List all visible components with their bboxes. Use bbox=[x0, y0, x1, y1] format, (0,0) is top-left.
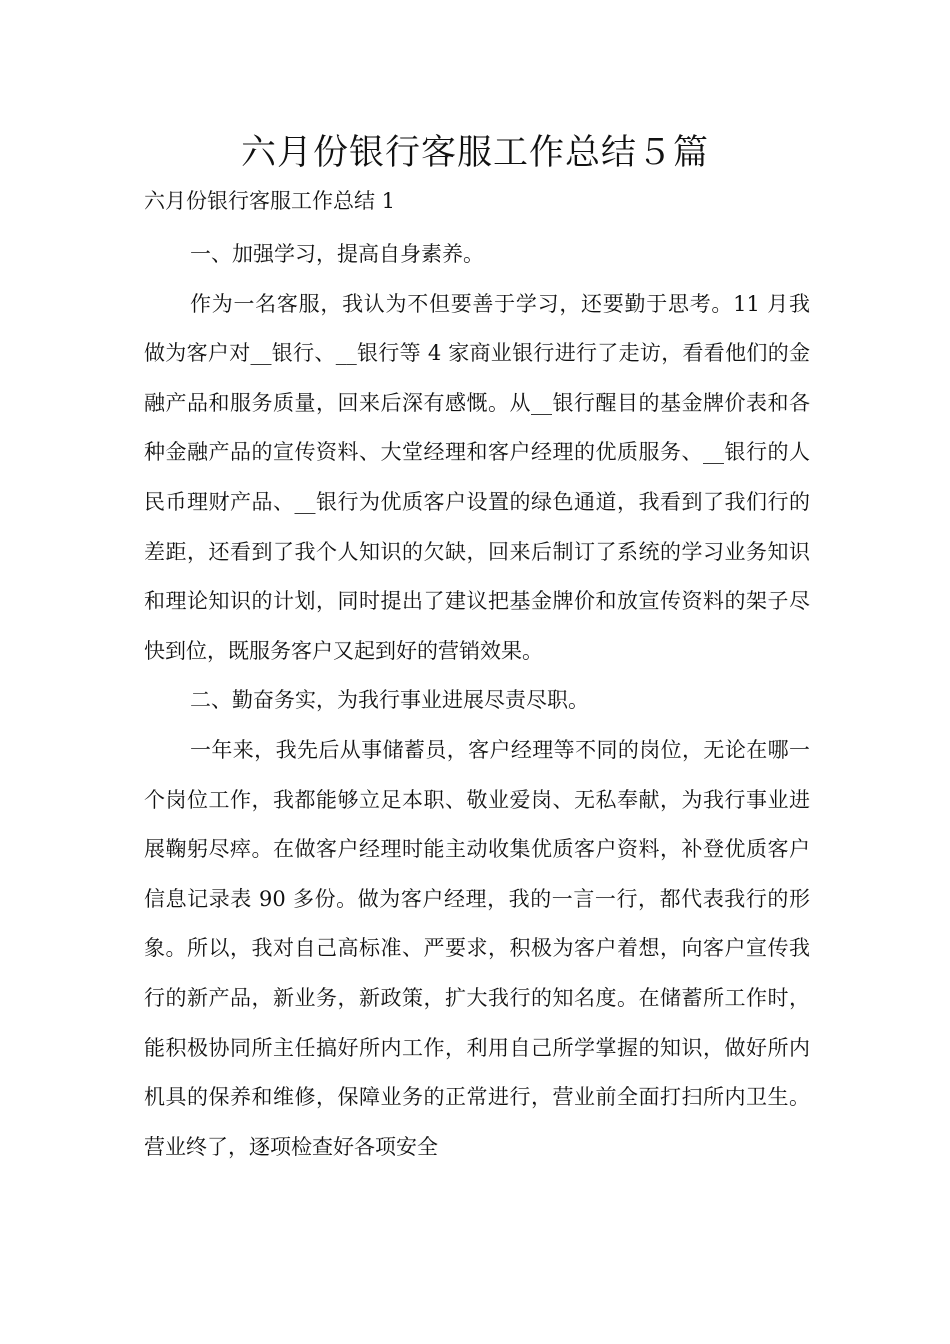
section-heading: 二、勤奋务实，为我行事业进展尽责尽职。 bbox=[190, 688, 589, 713]
document-body bbox=[144, 230, 810, 1172]
section-heading: 一、加强学习，提高自身素养。 bbox=[190, 242, 484, 266]
body-paragraph: 作为一名客服，我认为不但要善于学习，还要勤于思考。11 月我做为客户对__银行、__银行等 4 家商业银行进行了走访，看看他们的金融产品和服务质量，回来后深有感慨。从__银行醒目的基金牌价表和各种金融产品的宣传资料、大堂经理和客户经理的优质服务、__银行的人民币理财产品、__银行为优质客户设置的绿色通道，我看到了我们行的差距，还看到了我个人知识的欠缺，回来后制订了系统的学习业务知识和理论知识的计划，同时提出了建议把基金牌价和放宣传资料的架子尽快到位，既服务客户又起到好的营销效果。 bbox=[144, 291, 810, 663]
section-subtitle: 六月份银行客服工作总结 1 bbox=[144, 189, 396, 213]
document-title: 六月份银行客服工作总结５篇 bbox=[240, 133, 709, 173]
body-paragraph: 一年来，我先后从事储蓄员，客户经理等不同的岗位，无论在哪一个岗位工作，我都能够立足本职、敬业爱岗、无私奉献，为我行事业进展鞠躬尽瘁。在做客户经理时能主动收集优质客户资料，补登优质客户信息记录表 90 多份。做为客户经理，我的一言一行，都代表我行的形象。所以，我对自己高标准、严要求，积极为客户着想，向客户宣传我行的新产品，新业务，新政策，扩大我行的知名度。在储蓄所工作时，能积极协同所主任搞好所内工作，利用自己所学掌握的知识，做好所内机具的保养和维修，保障业务的正常进行，营业前全面打扫所内卫生。营业终了，逐项检查好各项安全 bbox=[144, 737, 810, 1159]
